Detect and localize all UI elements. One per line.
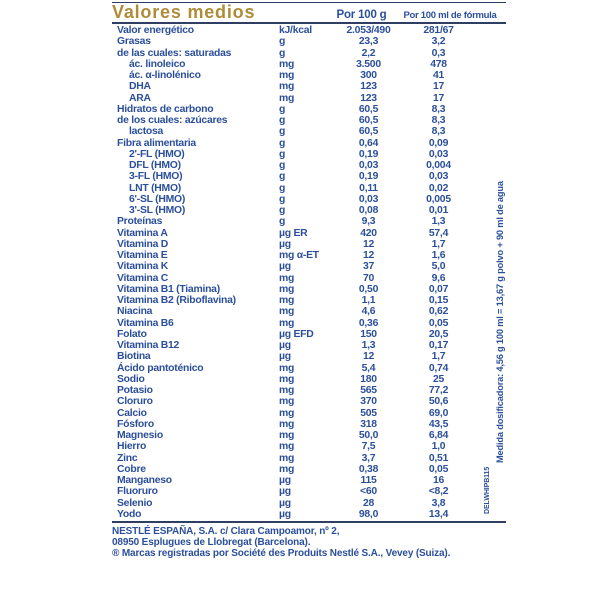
nutrient-unit: g bbox=[279, 216, 286, 228]
nutrient-unit: mg bbox=[279, 396, 295, 408]
value-per-100g: 70 bbox=[362, 272, 375, 284]
table-row bbox=[112, 363, 506, 374]
bottom-rule bbox=[112, 521, 506, 523]
nutrient-unit: mg bbox=[279, 373, 295, 385]
table-row bbox=[112, 273, 506, 284]
table-row bbox=[112, 216, 506, 227]
value-per-100ml: 77,2 bbox=[428, 385, 449, 396]
table-row bbox=[112, 115, 506, 126]
nutrient-unit: mg bbox=[279, 452, 295, 464]
value-per-100g: 565 bbox=[360, 385, 377, 396]
value-per-100ml: 3,8 bbox=[431, 497, 446, 509]
nutrient-unit: g bbox=[279, 36, 286, 48]
nutrient-unit: g bbox=[279, 148, 286, 160]
value-per-100ml: 8,3 bbox=[431, 126, 446, 138]
nutrient-unit: mg bbox=[279, 362, 295, 374]
value-per-100ml: 17 bbox=[432, 92, 445, 104]
table-row bbox=[112, 25, 506, 36]
table-row bbox=[112, 36, 506, 47]
value-per-100g: 115 bbox=[360, 475, 377, 486]
table-row bbox=[112, 329, 506, 340]
nutrient-unit: µg bbox=[279, 261, 291, 273]
nutrient-unit: µg bbox=[279, 497, 291, 509]
value-per-100g: 4,6 bbox=[361, 306, 376, 318]
table-row bbox=[112, 385, 506, 396]
value-per-100ml: 25 bbox=[432, 373, 445, 385]
table-row bbox=[112, 261, 506, 272]
nutrient-label: Yodo bbox=[117, 508, 142, 520]
value-per-100ml: 6,84 bbox=[428, 430, 449, 441]
table-row bbox=[112, 250, 506, 261]
value-per-100ml: 0,005 bbox=[426, 193, 451, 205]
value-per-100g: 12 bbox=[362, 238, 375, 250]
value-per-100g: 0,50 bbox=[358, 283, 379, 295]
value-per-100ml: 0,02 bbox=[428, 182, 449, 194]
nutrient-unit: µg bbox=[279, 340, 291, 351]
nutrient-unit: g bbox=[279, 103, 286, 115]
nutrient-label: Biotina bbox=[117, 351, 151, 363]
table-title: Valores medios bbox=[112, 2, 256, 22]
nutrient-unit: g bbox=[279, 115, 286, 126]
value-per-100ml: 3,2 bbox=[431, 36, 446, 48]
nutrient-unit: mg α-ET bbox=[279, 250, 319, 261]
value-per-100g: 123 bbox=[360, 92, 377, 104]
nutrient-label: Hidratos de carbono bbox=[117, 103, 214, 115]
nutrient-label: Zinc bbox=[117, 452, 138, 464]
table-row bbox=[112, 509, 506, 520]
nutrient-label: 6'-SL (HMO) bbox=[129, 193, 186, 205]
table-row bbox=[112, 239, 506, 250]
value-per-100ml: 1,3 bbox=[431, 216, 446, 228]
value-per-100g: 23,3 bbox=[358, 36, 379, 48]
nutrient-label: Cloruro bbox=[117, 396, 153, 408]
nutrient-unit: g bbox=[279, 126, 286, 138]
table-row bbox=[112, 205, 506, 216]
table-row bbox=[112, 194, 506, 205]
nutrient-label: DHA bbox=[129, 81, 151, 93]
value-per-100ml: 69,0 bbox=[428, 407, 449, 419]
nutrient-label: de las cuales: saturadas bbox=[117, 47, 232, 59]
nutrient-unit: g bbox=[279, 160, 286, 171]
nutrient-label: Fósforo bbox=[117, 418, 154, 430]
nutrient-label: Fluoruro bbox=[117, 486, 158, 498]
nutrient-unit: mg bbox=[279, 70, 295, 81]
value-per-100ml: 43,5 bbox=[428, 418, 449, 430]
value-per-100g: 2,2 bbox=[361, 47, 376, 59]
value-per-100ml: 5,0 bbox=[431, 261, 446, 273]
nutrient-unit: µg bbox=[279, 486, 291, 498]
nutrient-label: Grasas bbox=[117, 36, 151, 48]
footer bbox=[112, 526, 506, 560]
nutrient-label: Vitamina K bbox=[117, 261, 169, 273]
value-per-100ml: 13,4 bbox=[428, 508, 449, 520]
nutrient-unit: g bbox=[279, 47, 286, 59]
nutrient-unit: µg bbox=[279, 351, 291, 363]
value-per-100ml: 8,3 bbox=[431, 115, 446, 126]
table-row bbox=[112, 93, 506, 104]
nutrient-label: Vitamina C bbox=[117, 272, 169, 284]
value-per-100g: 0,36 bbox=[358, 317, 379, 329]
table-row bbox=[112, 419, 506, 430]
manufacturer-address-line2: 08950 Esplugues de Llobregat (Barcelona). bbox=[112, 536, 311, 548]
table-row bbox=[112, 441, 506, 452]
table-row bbox=[112, 318, 506, 329]
value-per-100ml: 8,3 bbox=[431, 103, 446, 115]
value-per-100g: 505 bbox=[360, 407, 377, 419]
value-per-100ml: 0,004 bbox=[426, 160, 451, 171]
nutrient-unit: mg bbox=[279, 306, 295, 318]
value-per-100ml: 0,17 bbox=[428, 340, 449, 351]
nutrient-label: Ácido pantoténico bbox=[117, 362, 204, 374]
value-per-100ml: 9,6 bbox=[431, 272, 446, 284]
value-per-100g: 98,0 bbox=[358, 508, 379, 520]
value-per-100g: 150 bbox=[360, 328, 377, 340]
value-per-100ml: 0,05 bbox=[428, 463, 449, 475]
value-per-100g: 12 bbox=[362, 351, 375, 363]
value-per-100g: 0,03 bbox=[358, 160, 379, 171]
value-per-100ml: <8,2 bbox=[428, 486, 449, 498]
nutrient-unit: mg bbox=[279, 430, 295, 441]
table-row bbox=[112, 228, 506, 239]
table-row bbox=[112, 171, 506, 182]
table-row bbox=[112, 498, 506, 509]
value-per-100g: 123 bbox=[360, 81, 377, 93]
trademark-notice: ® Marcas registradas por Société des Produits Nestlé S.A., Vevey (Suiza). bbox=[112, 548, 451, 560]
nutrient-label: ARA bbox=[129, 92, 151, 104]
table-row bbox=[112, 486, 506, 497]
nutrient-label: LNT (HMO) bbox=[129, 182, 181, 194]
table-row bbox=[112, 340, 506, 351]
value-per-100g: 0,19 bbox=[358, 171, 379, 183]
nutrient-label: de los cuales: azúcares bbox=[117, 115, 228, 126]
nutrient-label: Calcio bbox=[117, 407, 147, 419]
nutrient-unit: µg ER bbox=[279, 227, 308, 239]
nutrient-unit: mg bbox=[279, 58, 295, 70]
value-per-100g: 0,38 bbox=[358, 463, 379, 475]
nutrient-unit: kJ/kcal bbox=[279, 25, 312, 36]
value-per-100ml: 17 bbox=[432, 81, 445, 93]
value-per-100ml: 50,6 bbox=[428, 396, 449, 408]
table-row bbox=[112, 138, 506, 149]
nutrient-unit: g bbox=[279, 171, 286, 183]
table-row bbox=[112, 475, 506, 486]
value-per-100ml: 0,62 bbox=[428, 306, 449, 318]
value-per-100g: 0,19 bbox=[358, 148, 379, 160]
dosage-note-vertical: Medida dosificadora: 4,56 g 100 ml = 13,67 g polvo + 90 ml de agua bbox=[495, 181, 505, 463]
nutrient-label: Valor energético bbox=[117, 25, 194, 36]
value-per-100g: 60,5 bbox=[358, 103, 379, 115]
table-row bbox=[112, 430, 506, 441]
value-per-100ml: 1,7 bbox=[431, 351, 446, 363]
value-per-100ml: 0,05 bbox=[428, 317, 449, 329]
nutrient-unit: mg bbox=[279, 463, 295, 475]
nutrient-unit: mg bbox=[279, 418, 295, 430]
nutrient-label: Manganeso bbox=[117, 475, 172, 486]
table-header bbox=[112, 3, 506, 22]
column-header-per-100ml: Por 100 ml de fórmula bbox=[403, 10, 497, 21]
value-per-100g: 9,3 bbox=[361, 216, 376, 228]
nutrient-unit: g bbox=[279, 205, 286, 216]
table-row bbox=[112, 284, 506, 295]
nutrient-label: ác. α-linolénico bbox=[129, 70, 201, 81]
value-per-100g: 180 bbox=[360, 373, 377, 385]
nutrient-unit: mg bbox=[279, 92, 295, 104]
nutrient-unit: mg bbox=[279, 81, 295, 93]
value-per-100g: <60 bbox=[360, 486, 377, 498]
value-per-100g: 60,5 bbox=[358, 115, 379, 126]
nutrient-label: Vitamina B6 bbox=[117, 317, 174, 329]
value-per-100ml: 20,5 bbox=[428, 328, 449, 340]
value-per-100ml: 478 bbox=[430, 58, 447, 70]
value-per-100g: 12 bbox=[362, 250, 375, 261]
value-per-100ml: 0,15 bbox=[428, 295, 449, 306]
nutrition-rows bbox=[112, 24, 506, 520]
value-per-100g: 420 bbox=[360, 227, 377, 239]
value-per-100g: 370 bbox=[360, 396, 377, 408]
value-per-100g: 1,1 bbox=[361, 295, 376, 306]
value-per-100g: 0,03 bbox=[358, 193, 379, 205]
value-per-100g: 60,5 bbox=[358, 126, 379, 138]
nutrient-unit: mg bbox=[279, 441, 295, 453]
value-per-100ml: 0,09 bbox=[428, 137, 449, 149]
value-per-100g: 0,64 bbox=[358, 137, 379, 149]
nutrient-unit: mg bbox=[279, 283, 295, 295]
table-row bbox=[112, 408, 506, 419]
nutrient-label: Vitamina B12 bbox=[117, 340, 180, 351]
value-per-100ml: 0,03 bbox=[428, 148, 449, 160]
nutrient-unit: µg EFD bbox=[279, 328, 314, 340]
nutrient-unit: µg bbox=[279, 238, 291, 250]
nutrient-label: Hierro bbox=[117, 441, 147, 453]
nutrient-label: lactosa bbox=[129, 126, 164, 138]
value-per-100g: 0,11 bbox=[359, 182, 378, 194]
value-per-100ml: 41 bbox=[432, 70, 445, 81]
value-per-100g: 7,5 bbox=[361, 441, 376, 453]
nutrient-label: DFL (HMO) bbox=[129, 160, 181, 171]
table-row bbox=[112, 48, 506, 59]
table-row bbox=[112, 183, 506, 194]
nutrient-unit: mg bbox=[279, 272, 295, 284]
value-per-100g: 1,3 bbox=[361, 340, 376, 351]
value-per-100g: 3.500 bbox=[356, 58, 381, 70]
manufacturer-address-line1: NESTLÉ ESPAÑA, S.A. c/ Clara Campoamor, nº 2, bbox=[112, 525, 340, 537]
table-row bbox=[112, 160, 506, 171]
nutrient-label: ác. linoleico bbox=[129, 58, 186, 70]
table-row bbox=[112, 295, 506, 306]
nutrient-unit: µg bbox=[279, 475, 291, 486]
nutrient-label: Selenio bbox=[117, 497, 153, 509]
table-row bbox=[112, 464, 506, 475]
nutrient-label: 2'-FL (HMO) bbox=[129, 148, 185, 160]
value-per-100ml: 1,0 bbox=[431, 441, 446, 453]
value-per-100ml: 0,74 bbox=[428, 362, 449, 374]
value-per-100ml: 0,3 bbox=[431, 47, 446, 59]
value-per-100g: 2.053/490 bbox=[346, 25, 391, 36]
batch-code-vertical: DELWHIPB115 bbox=[484, 466, 491, 514]
nutrient-unit: mg bbox=[279, 317, 295, 329]
value-per-100ml: 57,4 bbox=[428, 227, 449, 239]
nutrient-label: Vitamina D bbox=[117, 238, 169, 250]
nutrient-label: Vitamina E bbox=[117, 250, 168, 261]
value-per-100ml: 0,07 bbox=[428, 283, 449, 295]
nutrient-label: Cobre bbox=[117, 463, 146, 475]
value-per-100ml: 16 bbox=[432, 475, 445, 486]
nutrient-unit: mg bbox=[279, 385, 295, 396]
value-per-100ml: 1,6 bbox=[431, 250, 446, 261]
nutrient-label: 3'-SL (HMO) bbox=[129, 205, 186, 216]
nutrient-label: Proteínas bbox=[117, 216, 163, 228]
table-row bbox=[112, 306, 506, 317]
value-per-100g: 28 bbox=[362, 497, 375, 509]
value-per-100g: 50,0 bbox=[358, 430, 379, 441]
value-per-100g: 300 bbox=[360, 70, 377, 81]
nutrient-label: Folato bbox=[117, 328, 147, 340]
value-per-100ml: 0,51 bbox=[428, 452, 449, 464]
table-row bbox=[112, 70, 506, 81]
nutrient-unit: g bbox=[279, 182, 286, 194]
nutrition-table bbox=[112, 2, 506, 560]
value-per-100ml: 281/67 bbox=[423, 25, 454, 36]
table-row bbox=[112, 59, 506, 70]
value-per-100g: 5,4 bbox=[361, 362, 376, 374]
nutrient-unit: g bbox=[279, 193, 286, 205]
table-row bbox=[112, 351, 506, 362]
nutrient-label: Magnesio bbox=[117, 430, 163, 441]
value-per-100g: 0,08 bbox=[358, 205, 379, 216]
value-per-100ml: 1,7 bbox=[431, 238, 446, 250]
nutrient-label: Sodio bbox=[117, 373, 145, 385]
nutrient-label: 3-FL (HMO) bbox=[129, 171, 183, 183]
value-per-100g: 318 bbox=[360, 418, 377, 430]
table-row bbox=[112, 396, 506, 407]
value-per-100ml: 0,03 bbox=[428, 171, 449, 183]
value-per-100g: 3,7 bbox=[361, 452, 376, 464]
value-per-100ml: 0,01 bbox=[428, 205, 449, 216]
table-row bbox=[112, 81, 506, 92]
nutrient-unit: mg bbox=[279, 295, 295, 306]
nutrient-unit: µg bbox=[279, 508, 291, 520]
table-row bbox=[112, 149, 506, 160]
table-row bbox=[112, 453, 506, 464]
table-row bbox=[112, 104, 506, 115]
nutrient-label: Fibra alimentaria bbox=[117, 137, 196, 149]
nutrient-label: Vitamina B2 (Riboflavina) bbox=[117, 295, 236, 306]
nutrient-label: Niacina bbox=[117, 306, 153, 318]
nutrient-label: Potasio bbox=[117, 385, 153, 396]
column-header-per-100g: Por 100 g bbox=[336, 9, 387, 21]
nutrient-unit: g bbox=[279, 137, 286, 149]
table-row bbox=[112, 374, 506, 385]
value-per-100g: 37 bbox=[362, 261, 375, 273]
nutrient-unit: mg bbox=[279, 407, 295, 419]
table-row bbox=[112, 126, 506, 137]
nutrient-label: Vitamina B1 (Tiamina) bbox=[117, 283, 220, 295]
nutrient-label: Vitamina A bbox=[117, 227, 168, 239]
